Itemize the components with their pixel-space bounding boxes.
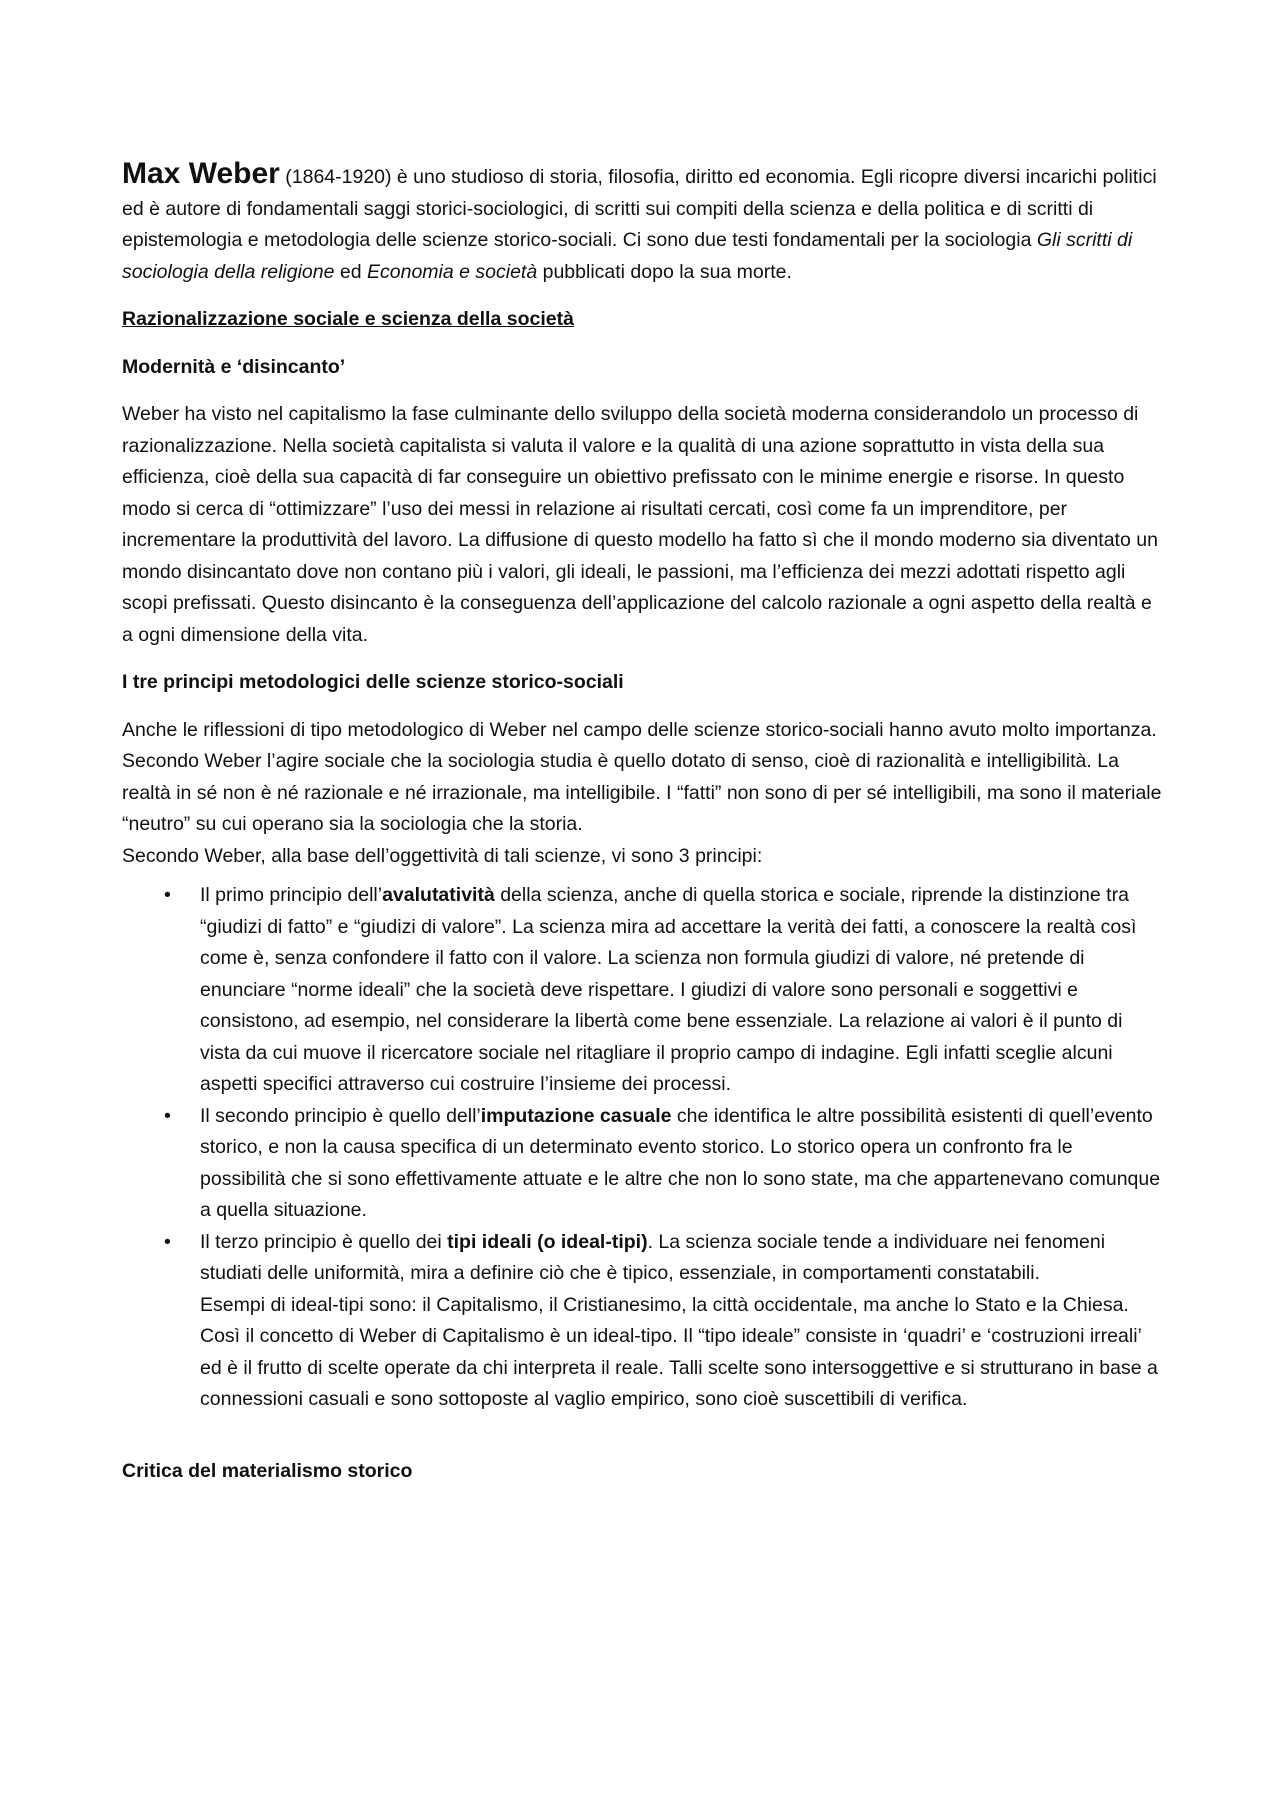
book-title-religion: Gli scritti di sociologia della religione [122, 229, 1133, 283]
methodology-line-1: Anche le riflessioni di tipo metodologico di Weber nel campo delle scienze storico-sociali hanno avuto molto importanza. [122, 718, 1157, 741]
principle-2-term: imputazione casuale [480, 1104, 672, 1127]
principle-2-pre: Il secondo principio è quello dell’ [200, 1104, 481, 1127]
intro-text-3: pubblicati dopo la sua morte. [537, 260, 792, 283]
methodology-line-2: Secondo Weber l’agire sociale che la sociologia studia è quello dotato di senso, cioè di razionalità e intelligibilità. La realtà in sé non è né razionale e né irrazionale, ma intelligibile. I “fatti” non sono di per sé intelligibili, ma sono il materiale “neutro” su cui operano sia la sociologia che la storia. [122, 750, 1162, 835]
author-name: Max Weber [122, 157, 280, 190]
list-item-third-principle [122, 1227, 1162, 1416]
section-title-rationalization: Razionalizzazione sociale e scienza della società [122, 308, 574, 330]
principle-1-pre: Il primo principio dell’ [200, 884, 383, 906]
principle-2-post: che identifica le altre possibilità esistenti di quell’evento storico, e non la causa specifica di un determinato evento storico. Lo storico opera un confronto fra le possibilità che si sono effettivamente attuate e le altre che non lo sono state, ma che appartenevano comunque a quella situazione. [200, 1104, 1161, 1221]
bullet-icon: • [164, 1230, 171, 1253]
principles-list [122, 880, 1162, 1416]
intro-text-1: (1864-1920) è uno studioso di storia, filosofia, diritto ed economia. Egli ricopre diversi incarichi politici ed è autore di fondamentali saggi storici-sociologici, di scritti sui compiti della scienza e della politica e di scritti di epistemologia e metodologia delle scienze storico-sociali. Ci sono due testi fondamentali per la sociologia [122, 166, 1157, 251]
section-title-critique: Critica del materialismo storico [122, 1459, 413, 1482]
bullet-icon: • [164, 884, 171, 906]
methodology-line-3: Secondo Weber, alla base dell’oggettività di tali scienze, vi sono 3 principi: [122, 844, 763, 867]
subsection-title-modernity: Modernità e ‘disincanto’ [122, 355, 346, 378]
intro-paragraph [122, 158, 1162, 288]
principle-1-term: avalutatività [382, 884, 495, 906]
intro-text-2: ed [334, 260, 368, 283]
document-body [122, 158, 1162, 1503]
book-title-economy: Economia e società [367, 260, 538, 283]
principle-3-term: tipi ideali (o ideal-tipi) [447, 1230, 648, 1253]
bullet-icon: • [164, 1104, 171, 1127]
modernity-paragraph: Weber ha visto nel capitalismo la fase culminante dello sviluppo della società moderna considerandolo un processo di razionalizzazione. Nella società capitalista si valuta il valore e la qualità di una azione soprattutto in vista della sua efficienza, cioè della sua capacità di far conseguire un obiettivo prefissato con le minime energie e risorse. In questo modo si cerca di “ottimizzare” l’uso dei messi in relazione ai risultati cercati, così come fa un imprenditore, per incrementare la produttività del lavoro. La diffusione di questo modello ha fatto sì che il mondo moderno sia diventato un mondo disincantato dove non contano più i valori, gli ideali, le passioni, ma l’efficienza dei mezzi adottati rispetto agli scopi prefissati. Questo disincanto è la conseguenza dell’applicazione del calcolo razionale a ogni aspetto della realtà e a ogni dimensione della vita. [122, 403, 1158, 646]
principle-3-post: . La scienza sociale tende a individuare nei fenomeni studiati delle uniformità, mira a definire ciò che è tipico, essenziale, in comportamenti constatabili. [200, 1230, 1106, 1284]
section-spacer [122, 1416, 1162, 1456]
section-title-principles: I tre principi metodologici delle scienze storico-sociali [122, 671, 624, 693]
list-item-second-principle [122, 1101, 1162, 1227]
list-item-first-principle [122, 880, 1162, 1101]
principle-3-examples: Esempi di ideal-tipi sono: il Capitalismo, il Cristianesimo, la città occidentale, ma anche lo Stato e la Chiesa. Così il concetto di Weber di Capitalismo è un ideal-tipo. Il “tipo ideale” consiste in ‘quadri’ e ‘costruzioni irreali’ ed è il frutto di scelte operate da chi interpreta il reale. Talli scelte sono intersoggettive e si strutturano in base a connessioni casuali e sono sottoposte al vaglio empirico, sono cioè suscettibili di verifica. [200, 1293, 1158, 1410]
principle-3-pre: Il terzo principio è quello dei [200, 1230, 448, 1253]
principle-1-post: della scienza, anche di quella storica e sociale, riprende la distinzione tra “giudizi di fatto” e “giudizi di valore”. La scienza mira ad accettare la verità dei fatti, a conoscere la realtà così come è, senza confondere il fatto con il valore. La scienza non formula giudizi di valore, né pretende di enunciare “norme ideali” che la società deve rispettare. I giudizi di valore sono personali e soggettivi e consistono, ad esempio, nel considerare la libertà come bene essenziale. La relazione ai valori è il punto di vista da cui muove il ricercatore sociale nel ritagliare il proprio campo di indagine. Egli infatti sceglie alcuni aspetti specifici attraverso cui costruire l’insieme dei processi. [200, 884, 1137, 1095]
